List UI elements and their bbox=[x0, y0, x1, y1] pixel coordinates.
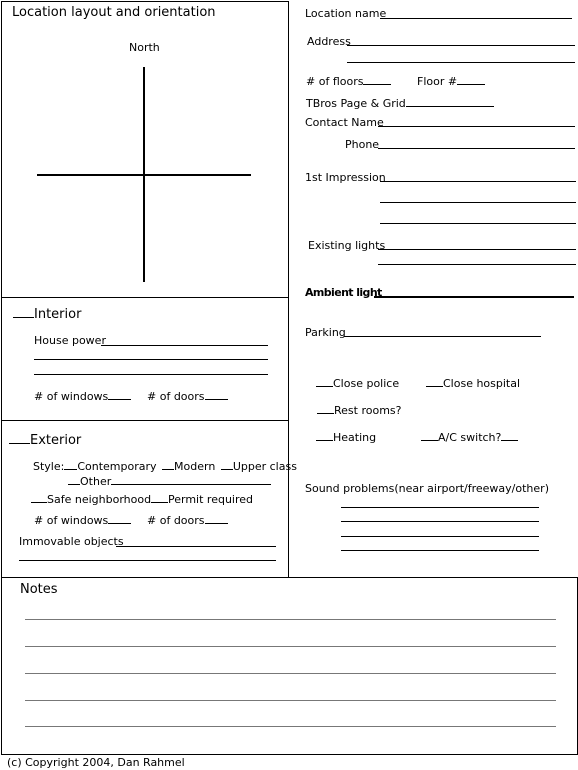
layout-title: Location layout and orientation bbox=[12, 5, 216, 20]
parking-line[interactable] bbox=[344, 336, 541, 337]
notes-line-3[interactable] bbox=[25, 673, 556, 674]
immovable-line-2[interactable] bbox=[19, 560, 276, 561]
rest-rooms[interactable]: Rest rooms? bbox=[317, 403, 401, 417]
parking-label: Parking bbox=[305, 326, 346, 339]
floor-num-label: Floor # bbox=[417, 74, 485, 88]
contact-line[interactable] bbox=[378, 126, 575, 127]
house-power-line-3[interactable] bbox=[34, 374, 268, 375]
notes-line-1[interactable] bbox=[25, 619, 556, 620]
exterior-windows-label: # of windows bbox=[34, 513, 131, 527]
interior-doors-label: # of doors bbox=[147, 389, 228, 403]
address-label: Address bbox=[307, 35, 351, 48]
exterior-doors-label: # of doors bbox=[147, 513, 228, 527]
sound-line-2[interactable] bbox=[341, 521, 539, 522]
north-label: North bbox=[129, 41, 160, 54]
interior-windows-label: # of windows bbox=[34, 389, 131, 403]
sound-problems-label: Sound problems(near airport/freeway/other) bbox=[305, 482, 549, 495]
permit-required[interactable]: Permit required bbox=[151, 492, 253, 506]
house-power-label: House power bbox=[34, 334, 106, 347]
ac-switch[interactable]: A/C switch? bbox=[421, 430, 518, 444]
phone-line[interactable] bbox=[378, 148, 575, 149]
location-name-line[interactable] bbox=[380, 18, 572, 19]
house-power-line-2[interactable] bbox=[34, 359, 268, 360]
heating[interactable]: Heating bbox=[316, 430, 376, 444]
phone-label: Phone bbox=[345, 138, 380, 151]
immovable-label: Immovable objects bbox=[19, 535, 124, 548]
impression-line-2[interactable] bbox=[380, 202, 576, 203]
sound-line-4[interactable] bbox=[341, 550, 539, 551]
notes-title: Notes bbox=[20, 582, 58, 597]
sound-line-1[interactable] bbox=[341, 507, 539, 508]
notes-box bbox=[1, 577, 578, 755]
style-contemporary[interactable]: Contemporary bbox=[77, 460, 157, 473]
location-name-label: Location name bbox=[305, 7, 387, 20]
compass-horizontal-line bbox=[37, 174, 251, 176]
copyright: (c) Copyright 2004, Dan Rahmel bbox=[7, 756, 185, 769]
tbros-label: TBros Page & Grid bbox=[306, 96, 494, 110]
floors-label: # of floors bbox=[306, 74, 391, 88]
style-row: Style: Contemporary Modern Upper class bbox=[33, 460, 297, 473]
ambient-light-line[interactable] bbox=[374, 296, 574, 298]
notes-line-5[interactable] bbox=[25, 726, 556, 727]
style-other[interactable]: Other bbox=[68, 474, 271, 488]
close-hospital[interactable]: Close hospital bbox=[426, 376, 520, 390]
contact-label: Contact Name bbox=[305, 116, 384, 129]
ambient-light-label: Ambient light bbox=[305, 286, 382, 299]
notes-line-2[interactable] bbox=[25, 646, 556, 647]
impression-label: 1st Impression bbox=[305, 171, 386, 184]
existing-lights-label: Existing lights bbox=[308, 239, 386, 252]
impression-line-3[interactable] bbox=[380, 223, 576, 224]
house-power-line[interactable] bbox=[101, 345, 268, 346]
existing-lights-line[interactable] bbox=[378, 249, 576, 250]
immovable-line[interactable] bbox=[116, 546, 276, 547]
address-line[interactable] bbox=[347, 45, 575, 46]
impression-line[interactable] bbox=[380, 181, 576, 182]
style-modern[interactable]: Modern bbox=[174, 460, 216, 473]
address-line-2[interactable] bbox=[347, 62, 575, 63]
existing-lights-line-2[interactable] bbox=[378, 264, 576, 265]
close-police[interactable]: Close police bbox=[316, 376, 399, 390]
safe-neighborhood[interactable]: Safe neighborhood bbox=[31, 492, 151, 506]
interior-title: Interior bbox=[13, 307, 81, 322]
sound-line-3[interactable] bbox=[341, 536, 539, 537]
exterior-title: Exterior bbox=[9, 433, 81, 448]
notes-line-4[interactable] bbox=[25, 700, 556, 701]
style-upper-class[interactable]: Upper class bbox=[232, 460, 297, 473]
